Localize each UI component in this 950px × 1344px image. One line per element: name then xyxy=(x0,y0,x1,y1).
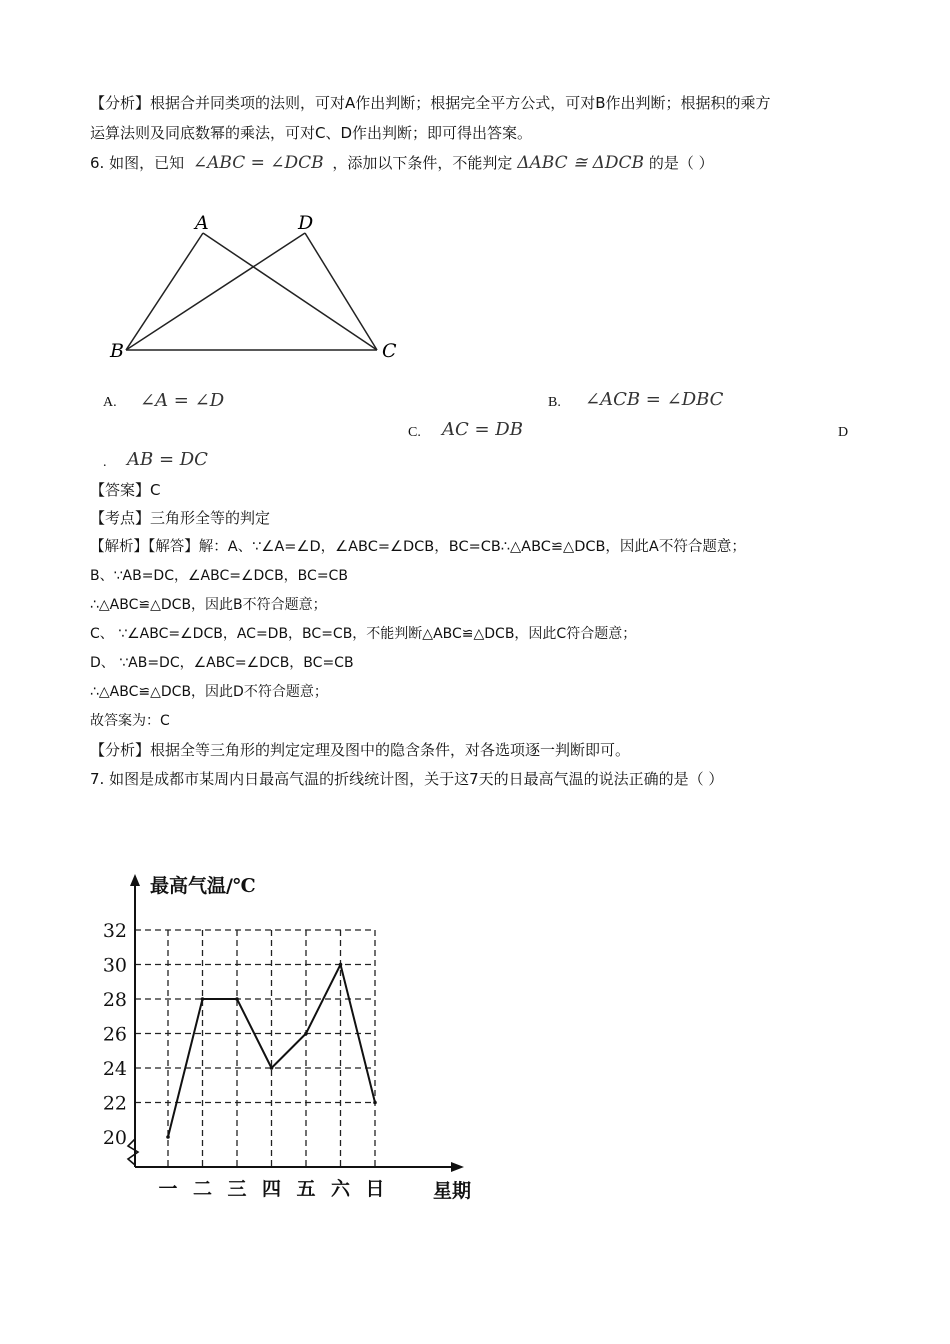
axis-break-icon xyxy=(128,1139,138,1165)
y-tick-label-26: 26 xyxy=(102,1023,127,1046)
y-tick-label-20: 20 xyxy=(102,1127,127,1149)
x-axis-title: 星期 xyxy=(433,1180,472,1202)
x-tick-label-0: 一 xyxy=(158,1178,178,1200)
option-a-letter: A. xyxy=(103,395,117,410)
answer-line: 【答案】C xyxy=(90,481,161,499)
analysis-q5-line1: 【分析】根据合并同类项的法则，可对A作出判断；根据完全平方公式，可对B作出判断；根据积的乘方 xyxy=(90,94,771,112)
q6-suffix: 的是（ ） xyxy=(648,154,714,172)
q6-congruence: ΔABC ≅ ΔDCB xyxy=(517,153,645,173)
option-d-letter: D xyxy=(838,425,849,440)
jiexi-a-line: 【解析】【解答】解：A、∵∠A=∠D，∠ABC=∠DCB，BC=CB∴△ABC≌△DCB，因此A不符合题意； xyxy=(90,539,746,555)
data-point-6 xyxy=(373,1101,377,1105)
label-d: D xyxy=(298,212,314,234)
jiexi-b-line2: ∴△ABC≌△DCB，因此B不符合题意； xyxy=(90,597,327,613)
jiexi-d-line1: D、 ∵AB=DC，∠ABC=∠DCB，BC=CB xyxy=(90,655,354,671)
data-point-2 xyxy=(235,997,239,1001)
option-d-text: AB = DC xyxy=(127,449,208,470)
x-tick-label-2: 三 xyxy=(227,1178,247,1200)
jiexi-b-line1: B、∵AB=DC，∠ABC=∠DCB，BC=CB xyxy=(90,568,348,584)
segment-dc xyxy=(305,233,377,350)
final-answer-line: 故答案为：C xyxy=(90,713,170,729)
segment-ab xyxy=(126,233,203,350)
label-b: B xyxy=(110,340,124,362)
x-tick-label-3: 四 xyxy=(261,1178,282,1200)
label-c: C xyxy=(382,340,397,362)
question-7-stem: 7. 如图是成都市某周内日最高气温的折线统计图，关于这7天的日最高气温的说法正确的是（ ） xyxy=(90,770,724,788)
x-tick-label-6: 日 xyxy=(365,1178,385,1200)
y-axis-title: 最高气温/℃ xyxy=(150,875,256,897)
option-d-dot: . xyxy=(103,455,107,470)
segment-ac xyxy=(203,233,377,350)
option-c-letter: C. xyxy=(408,425,421,440)
y-axis-arrow-icon xyxy=(130,874,140,886)
q6-prefix: 6. 如图，已知 xyxy=(90,154,185,172)
x-tick-label-4: 五 xyxy=(296,1178,316,1200)
label-a: A xyxy=(195,212,209,234)
y-tick-label-24: 24 xyxy=(102,1058,127,1080)
x-tick-label-1: 二 xyxy=(192,1178,213,1200)
analysis-q5-line2: 运算法则及同底数幂的乘法，可对C、D作出判断；即可得出答案。 xyxy=(90,124,533,142)
option-c-text: AC = DB xyxy=(442,419,523,440)
data-point-1 xyxy=(201,997,205,1001)
y-tick-label-22: 22 xyxy=(102,1092,127,1115)
data-point-4 xyxy=(304,1032,308,1036)
kaodian-line: 【考点】三角形全等的判定 xyxy=(90,509,271,527)
data-point-3 xyxy=(270,1066,274,1070)
option-a-text: ∠A = ∠D xyxy=(140,390,225,411)
analysis-q6-line: 【分析】根据全等三角形的判定定理及图中的隐含条件，对各选项逐一判断即可。 xyxy=(90,741,631,759)
option-b-text: ∠ACB = ∠DBC xyxy=(585,389,724,410)
triangle-figure xyxy=(100,205,410,370)
segment-db xyxy=(126,233,305,350)
jiexi-d-line2: ∴△ABC≌△DCB，因此D不符合题意； xyxy=(90,684,328,700)
q6-given-condition: ∠ABC = ∠DCB xyxy=(192,153,324,173)
temperature-line-chart xyxy=(95,860,495,1210)
data-point-5 xyxy=(339,963,343,967)
jiexi-c-line: C、 ∵∠ABC=∠DCB，AC=DB，BC=CB，不能判断△ABC≌△DCB，因此C符合题意； xyxy=(90,626,637,642)
question-6-stem xyxy=(90,152,714,174)
x-tick-label-5: 六 xyxy=(330,1178,351,1200)
x-axis-arrow-icon xyxy=(451,1162,464,1172)
y-tick-label-30: 30 xyxy=(102,954,127,977)
q6-middle: ，添加以下条件，不能判定 xyxy=(332,154,513,172)
y-tick-label-28: 28 xyxy=(102,989,127,1011)
y-tick-label-32: 32 xyxy=(102,920,127,942)
data-point-0 xyxy=(166,1135,170,1139)
option-b-letter: B. xyxy=(548,395,561,410)
